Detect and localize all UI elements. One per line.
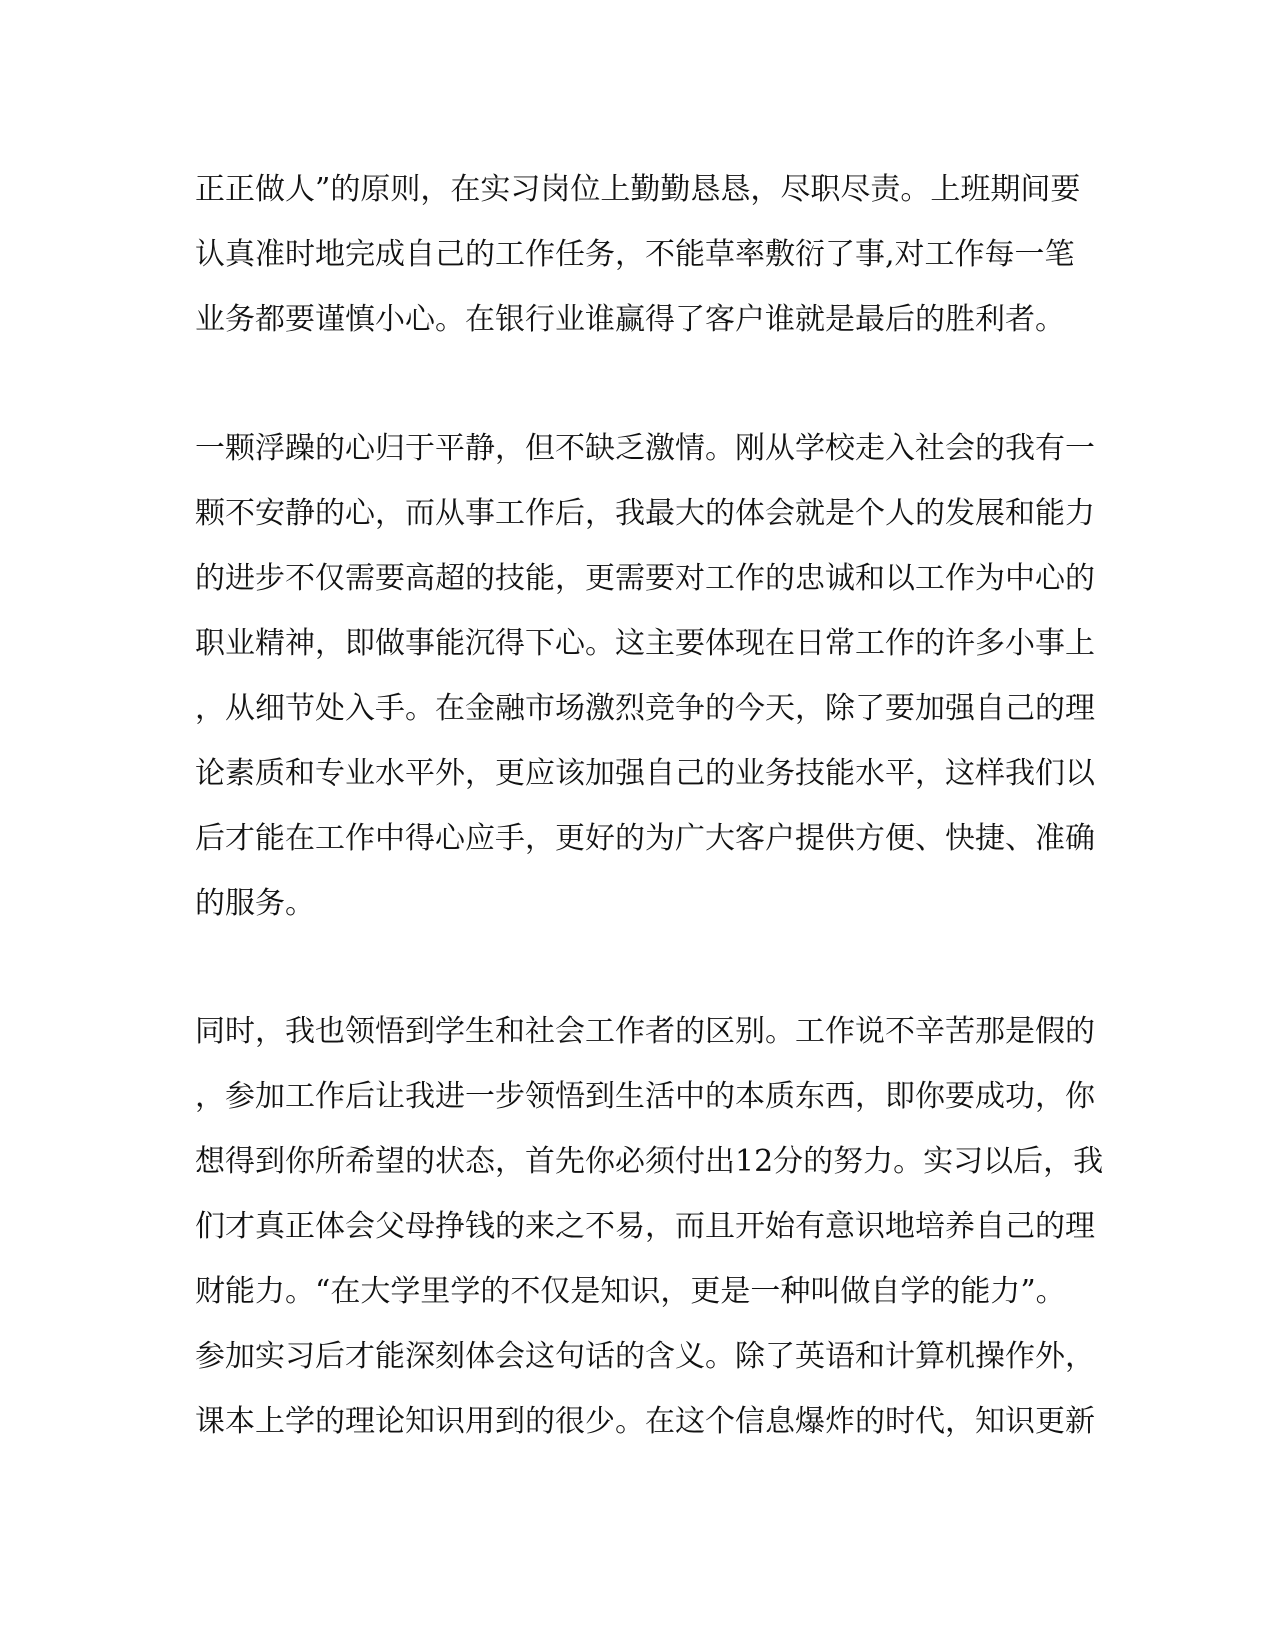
paragraph-3 [195,999,1104,1454]
text-line: ，参加工作后让我进一步领悟到生活中的本质东西，即你要成功，你 [195,1079,1095,1114]
text-line: 正正做人”的原则，在实习岗位上勤勤恳恳，尽职尽责。上班期间要 [195,172,1081,207]
text-line: 想得到你所希望的状态，首先你必须付出12分的努力。实习以后，我 [195,1144,1104,1179]
text-line: 参加实习后才能深刻体会这句话的含义。除了英语和计算机操作外， [195,1339,1095,1374]
text-line: 们才真正体会父母挣钱的来之不易，而且开始有意识地培养自己的理 [195,1209,1095,1244]
text-line: 颗不安静的心，而从事工作后，我最大的体会就是个人的发展和能力 [195,496,1095,531]
text-line: ，从细节处入手。在金融市场激烈竞争的今天，除了要加强自己的理 [195,691,1095,726]
text-line: 同时，我也领悟到学生和社会工作者的区别。工作说不辛苦那是假的 [195,1014,1095,1049]
text-line: 论素质和专业水平外，更应该加强自己的业务技能水平，这样我们以 [195,756,1095,791]
text-line: 的进步不仅需要高超的技能，更需要对工作的忠诚和以工作为中心的 [195,561,1095,596]
text-line: 职业精神，即做事能沉得下心。这主要体现在日常工作的许多小事上 [195,626,1095,661]
text-line: 业务都要谨慎小心。在银行业谁赢得了客户谁就是最后的胜利者。 [195,302,1065,337]
text-line: 课本上学的理论知识用到的很少。在这个信息爆炸的时代，知识更新 [195,1404,1095,1439]
text-line: 一颗浮躁的心归于平静，但不缺乏激情。刚从学校走入社会的我有一 [195,431,1095,466]
text-line: 财能力。“在大学里学的不仅是知识，更是一种叫做自学的能力”。 [195,1274,1066,1309]
text-line: 认真准时地完成自己的工作任务，不能草率敷衍了事,对工作每一笔 [195,237,1075,272]
paragraph-1 [195,157,1080,352]
paragraph-2 [195,416,1095,936]
text-line: 的服务。 [195,886,315,921]
text-line: 后才能在工作中得心应手，更好的为广大客户提供方便、快捷、准确 [195,821,1095,856]
